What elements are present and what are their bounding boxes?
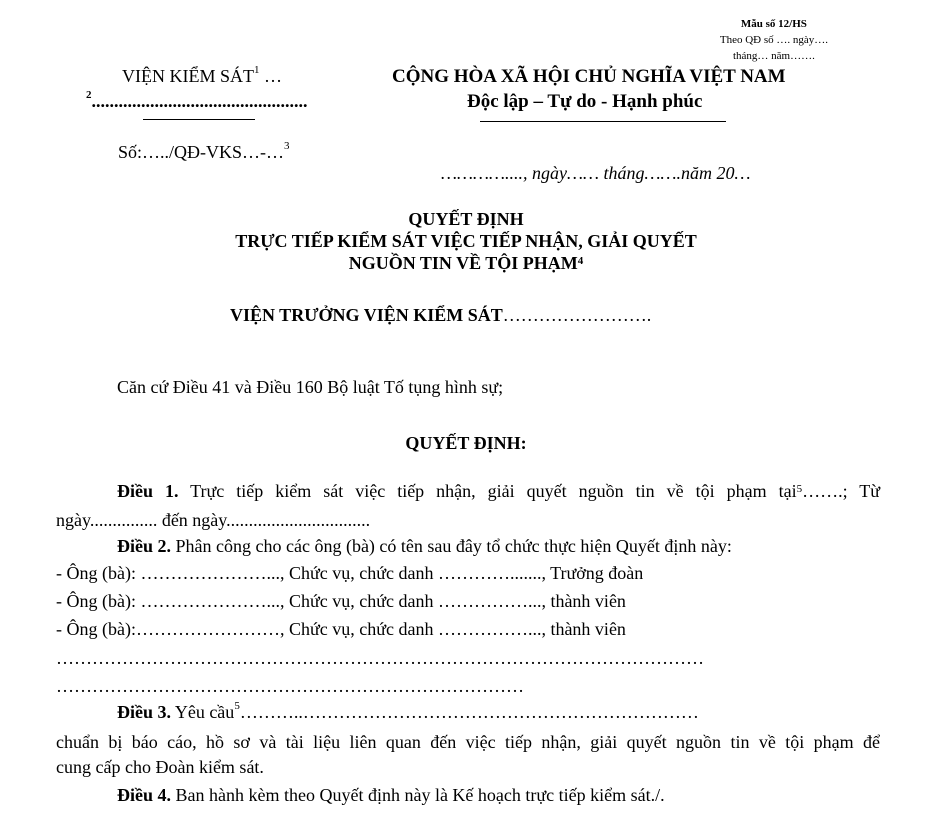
article-3-line-3: cung cấp cho Đoàn kiểm sát.	[56, 757, 264, 777]
article-1-date-range: ngày............... đến ngày................................	[56, 510, 371, 530]
nation-name: CỘNG HÒA XÃ HỘI CHỦ NGHĨA VIỆT NAM	[392, 66, 786, 87]
agency-sub	[86, 91, 308, 112]
nation-motto: Độc lập – Tự do - Hạnh phúc	[467, 91, 703, 112]
title-line-3-text: NGUỒN TIN VỀ TỘI PHẠM	[348, 253, 578, 273]
issuer-title-text: VIỆN TRƯỞNG VIỆN KIỂM SÁT	[230, 305, 503, 325]
footnote-ref-5b: 5	[234, 700, 240, 712]
document-number-text: Số:…../QĐ-VKS…-…	[118, 142, 285, 162]
footnote-ref-3: 3	[284, 140, 290, 152]
article-3-line-2: chuẩn bị báo cáo, hồ sơ và tài liệu liên quan đến việc tiếp nhận, giải quyết nguồn tin về tội phạm để	[56, 732, 880, 752]
article-3-label: Điều 3.	[117, 702, 171, 722]
article-4	[117, 785, 665, 806]
issuer-title-dots: …………………….	[502, 305, 652, 325]
title-line-1: QUYẾT ĐỊNH	[408, 209, 524, 229]
motto-underline	[480, 121, 726, 122]
footnote-ref-5a: 5	[796, 483, 803, 495]
article-1	[56, 477, 880, 505]
member-row-1: - Ông (bà): …………………..., Chức vụ, chức danh …………......., Trưởng đoàn	[56, 563, 644, 583]
article-1-text-end: …….; Từ	[802, 481, 880, 501]
agency-name	[122, 66, 282, 87]
document-number	[118, 142, 290, 163]
title-line-2: TRỰC TIẾP KIỂM SÁT VIỆC TIẾP NHẬN, GIẢI QUYẾT	[235, 231, 697, 251]
article-4-label: Điều 4.	[117, 785, 171, 805]
decide-heading: QUYẾT ĐỊNH:	[405, 433, 527, 453]
title-line-3	[0, 252, 932, 274]
article-1-text: Trực tiếp kiểm sát việc tiếp nhận, giải quyết nguồn tin về tội phạm tại	[178, 481, 797, 501]
form-code-number: Mẫu số 12/HS	[740, 18, 807, 30]
form-code-date: tháng… năm…….	[732, 50, 815, 62]
footnote-ref-4: 4	[577, 255, 584, 267]
article-1-label: Điều 1.	[117, 481, 179, 501]
legal-basis: Căn cứ Điều 41 và Điều 160 Bộ luật Tố tụng hình sự;	[117, 377, 504, 397]
agency-name-text: VIỆN KIỂM SÁT	[122, 66, 254, 86]
dotted-line-2: ……………………………………………………………………	[56, 676, 524, 696]
article-3-dots: ………..…………………………………………………………	[239, 702, 699, 722]
date-line: …………...., ngày…… tháng…….năm 20…	[441, 163, 751, 183]
form-code	[720, 16, 828, 64]
article-3-text: Yêu cầu	[171, 702, 235, 722]
form-code-decision: Theo QĐ số …. ngày….	[719, 34, 828, 46]
member-row-3: - Ông (bà):……………………, Chức vụ, chức danh ……………..., thành viên	[56, 619, 626, 639]
article-2-text: Phân công cho các ông (bà) có tên sau đây tổ chức thực hiện Quyết định này:	[171, 536, 732, 556]
agency-sub-dots: ................................................	[91, 91, 308, 111]
member-row-2: - Ông (bà): …………………..., Chức vụ, chức danh ……………..., thành viên	[56, 591, 626, 611]
article-2-label: Điều 2.	[117, 536, 171, 556]
article-3	[117, 702, 699, 723]
document-title	[0, 208, 932, 274]
issuer-title	[230, 305, 651, 326]
article-4-text: Ban hành kèm theo Quyết định này là Kế hoạch trực tiếp kiểm sát./.	[171, 785, 665, 805]
agency-underline	[143, 119, 255, 120]
footnote-ref-2: 2	[86, 89, 92, 101]
article-2	[117, 536, 732, 557]
footnote-ref-1: 1	[254, 64, 260, 76]
dotted-line-1: ………………………………………………………………………………………………	[56, 648, 704, 668]
agency-name-dots: …	[259, 66, 282, 86]
